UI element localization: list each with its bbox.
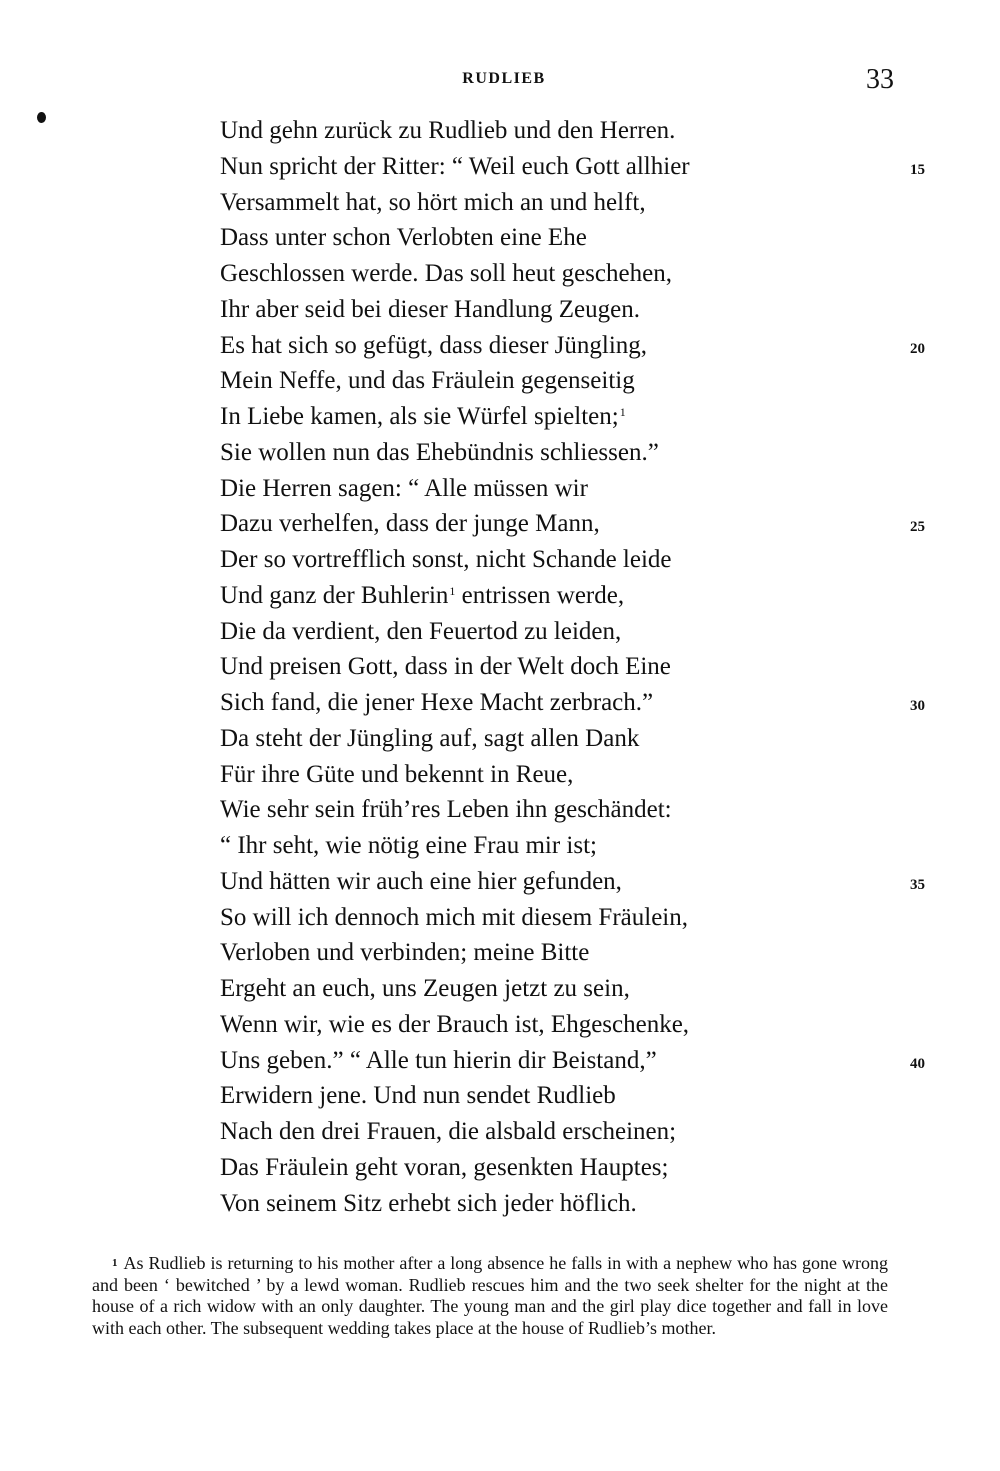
verse-text [220,1186,637,1222]
line-number: 35 [910,876,925,893]
verse-text [220,1007,689,1043]
verse-line [220,685,980,721]
verse-text-main: Wenn wir, wie es der Brauch ist, Ehgeschenke, [220,1010,690,1038]
verse-line [220,471,980,507]
verse-line [220,113,980,149]
verse-text-main: Geschlossen werde. Das soll heut geschehen, [220,260,672,287]
verse-line [220,935,980,971]
verse-line [220,900,980,936]
verse-text-main: Dazu verhelfen, dass der junge Mann, [220,510,600,538]
verse-text-main: So will ich dennoch mich mit diesem Fräulein, [220,903,688,931]
verse-line [220,828,980,864]
verse-text-main: Mein Neffe, und das Fräulein gegenseitig [220,367,635,395]
verse-text-main: Ergeht an euch, uns Zeugen jetzt zu sein, [220,975,630,1002]
verse-text-main: Versammelt hat, so hört mich an und helft, [220,188,646,216]
verse-text [220,757,573,793]
verse-line [220,220,980,256]
verse-text-main: Ihr aber seid bei dieser Handlung Zeugen. [220,295,640,323]
verse-text [220,220,587,256]
poem-block [220,113,980,1221]
verse-text-main: Da steht der Jüngling auf, sagt allen Dank [220,724,640,752]
verse-text [220,792,672,828]
verse-text-main: Für ihre Güte und bekennt in Reue, [220,760,574,788]
footnote [92,1253,888,1339]
verse-line [220,864,980,900]
verse-text [220,828,597,864]
verse-text [220,971,630,1007]
footnote-reference: 1 [619,405,626,419]
verse-line [220,757,980,793]
verse-text-main: Und preisen Gott, dass in der Welt doch Eine [220,653,671,681]
footnote-reference: 1 [449,583,456,598]
page-number: 33 [866,64,894,95]
verse-text-main: Und gehn zurück zu Rudlieb und den Herren. [220,117,676,144]
verse-text-main: Der so vortrefflich sonst, nicht Schande leide [220,546,672,573]
verse-line [220,149,980,185]
verse-text-main: Sie wollen nun das Ehebündnis schliessen.” [220,438,659,466]
verse-text-main: Die Herren sagen: “ Alle müssen wir [220,474,588,502]
verse-text [220,1078,616,1114]
verse-text-main: “ Ihr seht, wie nötig eine Frau mir ist; [220,832,598,859]
verse-text-main: Von seinem Sitz erhebt sich jeder höflich. [220,1189,637,1217]
verse-text [220,542,672,578]
verse-text [220,900,688,936]
verse-text-main: Verloben und verbinden; meine Bitte [220,939,590,967]
verse-line [220,292,980,328]
verse-text-main: Wie sehr sein früh’res Leben ihn geschändet: [220,796,672,824]
verse-text-main: Sich fand, die jener Hexe Macht zerbrach.” [220,689,654,716]
verse-text-main: Nun spricht der Ritter: “ Weil euch Gott allhier [220,152,690,180]
verse-text-main: In Liebe kamen, als sie Würfel spielten; [220,403,619,430]
verse-line [220,792,980,828]
verse-line [220,1043,980,1079]
verse-text-continuation: entrissen werde, [455,581,625,609]
verse-text [220,614,621,650]
verse-line [220,399,980,435]
verse-text-main: Und hätten wir auch eine hier gefunden, [220,867,622,895]
verse-text-main: Nach den drei Frauen, die alsbald erscheinen; [220,1118,677,1145]
verse-line [220,1150,980,1186]
verse-text [220,256,672,292]
line-number: 25 [910,519,925,536]
verse-text-main: Das Fräulein geht voran, gesenkten Hauptes; [220,1153,669,1181]
verse-line [220,578,980,614]
verse-text-main: Es hat sich so gefügt, dass dieser Jüngling, [220,331,648,359]
ink-speck [37,112,46,123]
verse-text-main: Die da verdient, den Feuertod zu leiden, [220,617,622,645]
verse-text [220,471,588,507]
verse-line [220,542,980,578]
verse-line [220,256,980,292]
verse-line [220,185,980,221]
verse-line [220,328,980,364]
verse-line [220,1078,980,1114]
verse-line [220,506,980,542]
line-number: 40 [910,1055,925,1072]
verse-line [220,1186,980,1222]
verse-text [220,435,659,471]
line-number: 30 [910,698,925,714]
verse-line [220,971,980,1007]
verse-line [220,363,980,399]
running-head-title: RUDLIEB [462,70,546,87]
verse-text [220,1114,676,1150]
verse-text [220,113,675,149]
verse-line [220,1007,980,1043]
verse-text [220,649,671,685]
verse-line [220,721,980,757]
footnote-marker: 1 [112,1257,118,1269]
verse-text [220,864,622,900]
running-head [0,70,1000,88]
verse-line [220,649,980,685]
verse-line [220,614,980,650]
verse-text [220,1043,657,1079]
verse-line [220,1114,980,1150]
verse-text [220,399,626,435]
verse-text [220,1150,669,1186]
verse-text-main: Uns geben.” “ Alle tun hierin dir Beistand,” [220,1046,657,1074]
verse-line [220,435,980,471]
verse-text [220,685,653,721]
verse-text-main: Und ganz der Buhlerin [220,581,449,609]
verse-text [220,578,624,614]
verse-text [220,935,589,971]
verse-text [220,292,640,328]
line-number: 20 [910,340,925,357]
verse-text [220,185,646,221]
verse-text [220,721,639,757]
footnote-text: As Rudlieb is returning to his mother after a long absence he falls in with a nephew who has gone wrong and been ‘ bewitched ’ by a lewd woman. Rudlieb rescues him and the two seek shelter for the night at the house of a rich widow with an only daughter. The young man and the girl play dice together and fall in love with each other. The subsequent wedding takes place at the house of Rudlieb’s mother. [92,1253,888,1338]
verse-text [220,149,690,185]
verse-text [220,328,647,364]
verse-text [220,363,635,399]
verse-text-main: Erwidern jene. Und nun sendet Rudlieb [220,1082,616,1110]
verse-text-main: Dass unter schon Verlobten eine Ehe [220,224,587,252]
verse-text [220,506,600,542]
line-number: 15 [910,161,925,178]
